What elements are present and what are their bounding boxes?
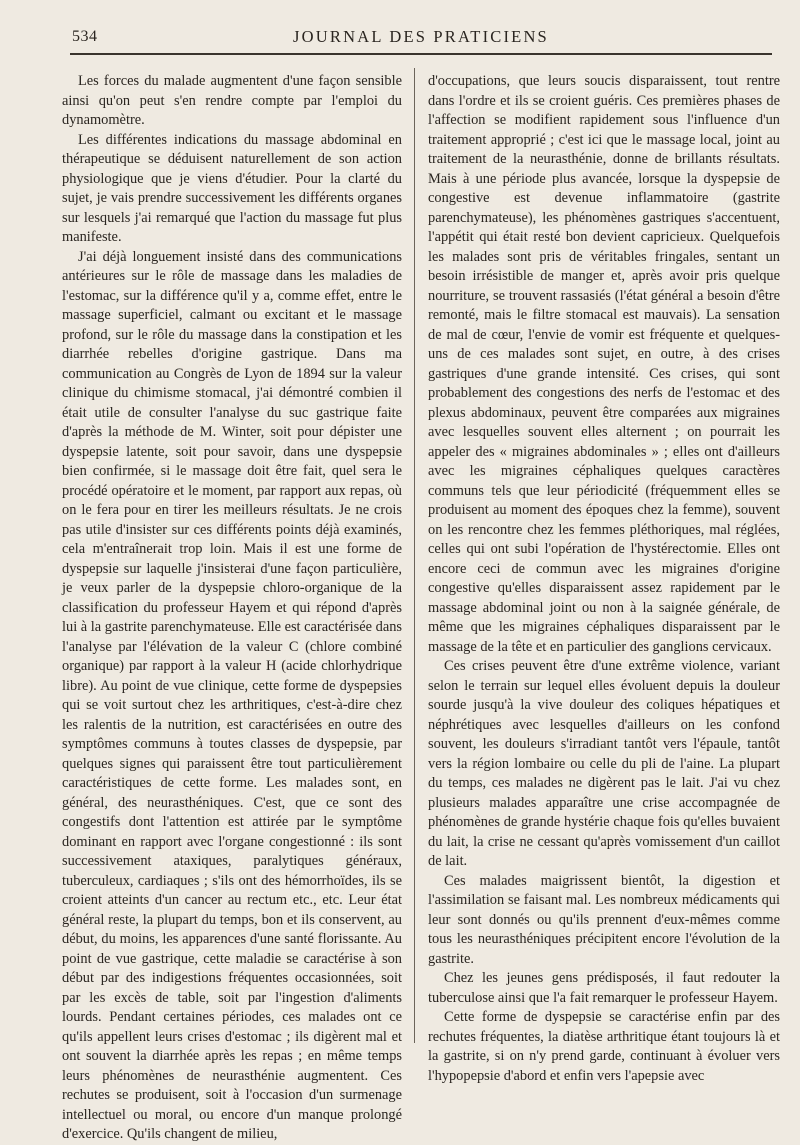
paragraph: Les différentes indications du massage abdominal en thérapeutique se déduisent naturellement de son action physiologique que je viens d'étudier. Pour la clarté du sujet, je vais prendre successivement les différents organes sur lesquels j'ai remarqué que l'action du massage fut plus manifeste. [62,131,402,245]
paragraph-continuation: d'occupations, que leurs soucis disparaissent, tout rentre dans l'ordre et ils se croient guéris. Ces premières phases de l'affection se modifient rapidement sous l'influence d'un traitement approprié ; c'est ici que le massage local, joint au traitement de la neurasthénie, donne de brillants résultats. Mais à une période plus avancée, lorsque la dyspepsie de congestive est devenue inflammatoire (gastrite parenchymateuse), les phénomènes gastriques s'accentuent, l'appétit qui était resté bon devient capricieux. Quelquefois les malades sont pris de véritables fringales, sentant un besoin irrésistible de manger et, après avoir pris quelque nourriture, se trouvent rassasiés (l'état général a besoin d'être remonté, mais le filtre stomacal est mauvais). La sensation de mal de cœur, l'envie de vomir est fréquente et quelques-uns de ces malades sont sujet, en outre, à des crises gastriques d'une grande intensité. Ces crises, qui sont probablement des congestions des nerfs de l'estomac et des plexus abdominaux, peuvent être comparées aux migraines avec lesquelles souvent elles alternent ; on pourrait les appeler des « migraines abdominales » ; elles ont d'ailleurs avec les migraines céphaliques quelques caractères communs tels que leur périodicité (fréquemment elles se produisent au moment des époques chez la femme), souvent on les rencontre chez les femmes pléthoriques, mal réglées, celles qui ont subi l'opération de l'hystérectomie. Elles ont encore ceci de commun avec les migraines d'origine congestive qu'elles disparaissent assez rapidement par le massage abdominal joint ou non à la saignée générale, de même que les migraines céphaliques disparaissent par le massage de la tête et en particulier des ganglions cervicaux. [428,73,780,655]
paragraph: Cette forme de dyspepsie se caractérise enfin par des rechutes fréquentes, la diatèse arthritique étant toujours là et la gastrite, si on n'y prend garde, continuant à évoluer vers l'hypopepsie d'abord et enfin vers l'apepsie avec [428,1009,780,1084]
journal-title: JOURNAL DES PRATICIENS [293,27,549,46]
paragraph: Ces crises peuvent être d'une extrême violence, variant selon le terrain sur lequel elles évoluent depuis la douleur sourde jusqu'à la vive douleur des coliques hépatiques et néphrétiques avec lesquelles d'ailleurs on les confond souvent, les douleurs s'irradiant tantôt vers l'épaule, tantôt vers la région lombaire ou celle du pli de l'aine. La plupart du temps, ces malades ne digèrent pas le lait. J'ai vu chez plusieurs malades apparaître une crise accompagnée de phénomènes de grande hystérie chaque fois qu'elles buvaient du lait, la crise ne cessant qu'après vomissement d'un caillot de lait. [428,658,780,869]
page-header [70,24,772,54]
header-rule [70,53,772,55]
paragraph: Ces malades maigrissent bientôt, la digestion et l'assimilation se faisant mal. Les nombreux médicaments qui leur sont donnés ou qu'ils prennent d'eux-mêmes comme tous les neurasthéniques précipitent encore l'évolution de la gastrite. [428,872,780,967]
paragraph: J'ai déjà longuement insisté dans des communications antérieures sur le rôle de massage dans les maladies de l'estomac, sur la différence qu'il y a, comme effet, entre le massage superficiel, calmant ou excitant et le massage profond, sur le rôle du massage dans la constipation et les diarrhée rebelles d'origine gastrique. Dans ma communication au Congrès de Lyon de 1894 sur la valeur clinique du chimisme stomacal, j'ai démontré combien il était utile de consulter l'analyse du suc gastrique faite d'après la méthode de M. Winter, soit pour dépister une dyspepsie latente, soit pour savoir, dans une dyspepsie bien confirmée, si le massage doit être fait, quel sera le procédé opératoire et le moment, par rapport aux repas, où on le fera pour en tirer les meilleurs résultats. Je ne crois pas utile d'insister sur ces différents points déjà examinés, cela m'entraînerait trop loin. Mais il est une forme de dyspepsie sur laquelle j'insisterai d'une façon particulière, je veux parler de la dyspepsie chloro-organique de la classification du professeur Hayem et qui répond d'après lui à la gastrite parenchymateuse. Elle est caractérisée dans l'analyse par l'élévation de la valeur C (chlore combiné organique) par rapport à la valeur H (acide chlorhydrique libre). Au point de vue clinique, cette forme de dyspepsies qui se voit surtout chez les arthritiques, c'est-à-dire chez les ralentis de la nutrition, est caractérisées en outre des symptômes communs à toutes classes de dyspepsie, par quelques signes qui paraissent être tout particulièrement caractéristiques de cette forme. Les malades sont, en général, des neurasthéniques. C'est, que ce sont des congestifs dont l'attention est attirée par le symptôme dominant en rapport avec l'organe congestionné : ils sont successivement ataxiques, paralytiques généraux, tuberculeux, cardiaques ; s'ils ont des hémorrhoïdes, ils se croient atteints d'un cancer au rectum etc., etc. Leur état général reste, la plupart du temps, bon et ils conservent, au début, du moins, les apparences d'une santé florissante. Au point de vue gastrique, cette maladie se caractérise à son début par des indigestions fréquentes occasionnées, soit par les excès de table, soit par l'ingestion d'aliments lourds. Pendant certaines périodes, ces malades ont ce qu'ils appellent leurs crises d'estomac ; ils digèrent mal et ont souvent la diarrhée après les repas ; en même temps leurs phénomènes de neurasthénie augmentent. Ces rechutes se produisent, soit à l'occasion d'un surmenage intellectuel ou moral, ou encore d'un manque prolongé d'exercice. Qu'ils changent de milieu, [62,248,403,1142]
paragraph: Chez les jeunes gens prédisposés, il faut redouter la tuberculose ainsi que l'a fait remarquer le professeur Hayem. [428,970,780,1006]
right-column [428,72,780,1084]
page-number: 534 [72,28,98,45]
left-column [62,72,403,1142]
paragraph: Les forces du malade augmentent d'une façon sensible ainsi qu'on peut s'en rendre compte par l'emploi du dynamomètre. [62,73,402,128]
column-divider [414,68,415,1043]
